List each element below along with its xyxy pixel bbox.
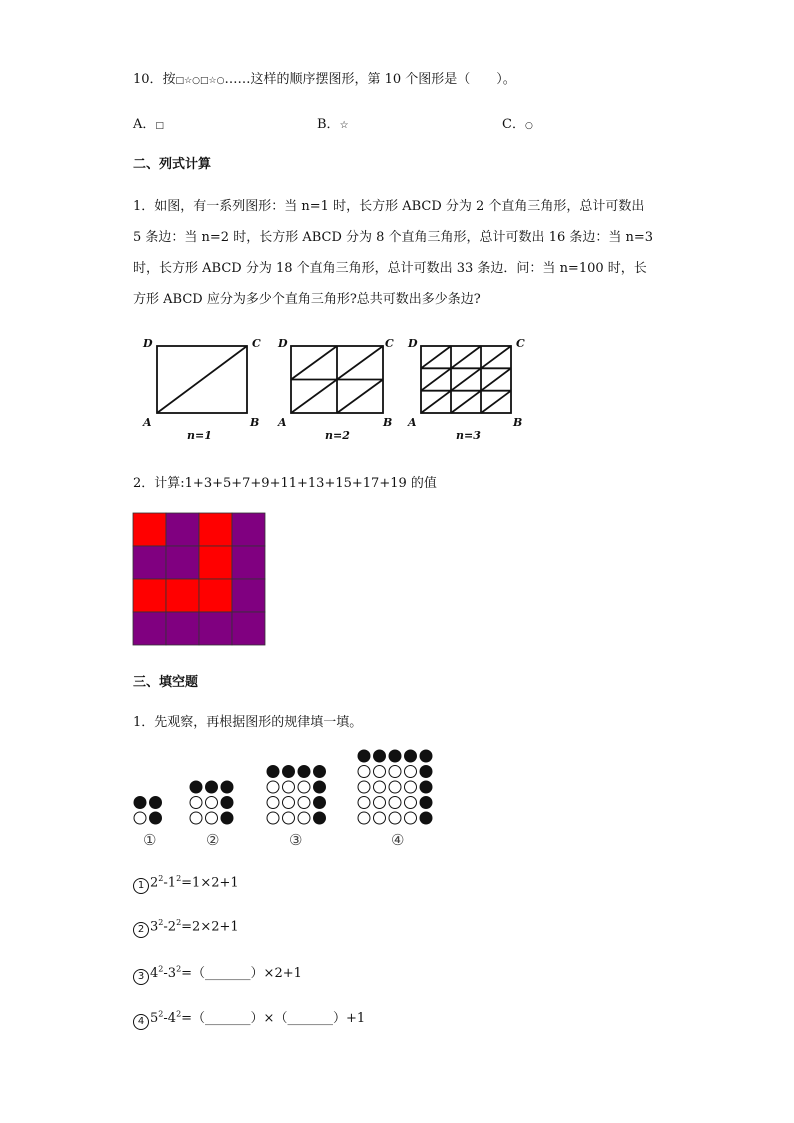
label-a: A bbox=[278, 416, 287, 429]
eq-base: 1 bbox=[167, 875, 177, 891]
grid-cell-red bbox=[166, 579, 199, 612]
label-c: C bbox=[385, 337, 394, 350]
black-dot bbox=[314, 812, 326, 824]
white-dot bbox=[358, 812, 370, 824]
white-dot bbox=[283, 781, 295, 793]
s2q2: 2．计算:1+3+5+7+9+11+13+15+17+19 的值 bbox=[133, 476, 437, 491]
label-b: B bbox=[383, 416, 393, 429]
white-dot bbox=[374, 766, 386, 778]
white-dot bbox=[190, 812, 202, 824]
white-dot bbox=[389, 766, 401, 778]
black-dot bbox=[314, 797, 326, 809]
option-letter: B． bbox=[317, 117, 340, 132]
black-dot bbox=[420, 750, 432, 762]
white-dot bbox=[405, 781, 417, 793]
label-b: B bbox=[513, 416, 523, 429]
eq-exp: 2 bbox=[158, 964, 164, 974]
s2q1-line3: 时，长方形 ABCD 分为 18 个直角三角形，总计可数出 33 条边．问：当 n=100 时，长 bbox=[133, 261, 647, 276]
black-dot bbox=[389, 750, 401, 762]
label-n1: n=1 bbox=[187, 429, 212, 442]
label-d: D bbox=[143, 337, 153, 350]
section3-title: 三、填空题 bbox=[133, 675, 199, 690]
q10-sequence bbox=[176, 72, 225, 87]
label-n2: n=2 bbox=[325, 429, 350, 442]
rectangle-series-figure bbox=[140, 333, 540, 443]
eq-base: 5 bbox=[150, 1011, 159, 1026]
grid-cell-purple bbox=[166, 513, 199, 546]
grid-cell-red bbox=[199, 546, 232, 579]
option-b[interactable] bbox=[317, 113, 349, 132]
label-c: C bbox=[516, 337, 525, 350]
grid-cell-purple bbox=[232, 579, 265, 612]
black-dot bbox=[405, 750, 417, 762]
white-dot bbox=[374, 797, 386, 809]
circled-number: 1 bbox=[133, 878, 149, 894]
q10-prefix: 10．按 bbox=[133, 72, 176, 87]
white-dot bbox=[267, 812, 279, 824]
pattern-label-3: ③ bbox=[289, 831, 303, 849]
black-dot bbox=[134, 797, 146, 809]
black-dot bbox=[420, 766, 432, 778]
eq-rest: =1×2+1 bbox=[181, 875, 239, 891]
label-c: C bbox=[252, 337, 261, 350]
grid-cell-red bbox=[199, 579, 232, 612]
eq-base: 4 bbox=[167, 1011, 177, 1026]
option-c[interactable] bbox=[502, 113, 533, 132]
white-dot bbox=[389, 797, 401, 809]
circle-glyph: ○ bbox=[216, 76, 225, 86]
s2q1-line2: 5 条边：当 n=2 时，长方形 ABCD 分为 8 个直角三角形，总计可数出 16 条边：当 n=3 bbox=[133, 230, 654, 245]
black-dot bbox=[420, 812, 432, 824]
eq-rest: =2×2+1 bbox=[181, 919, 239, 935]
star-glyph: ☆ bbox=[208, 76, 217, 86]
black-dot bbox=[190, 781, 202, 793]
white-dot bbox=[267, 797, 279, 809]
pattern-label-4: ④ bbox=[391, 831, 405, 849]
label-n3: n=3 bbox=[456, 429, 481, 442]
option-letter: A． bbox=[133, 117, 156, 132]
eq-exp: 2 bbox=[176, 964, 182, 974]
pattern-label-2: ② bbox=[206, 831, 220, 849]
grid-cell-purple bbox=[166, 546, 199, 579]
option-a[interactable] bbox=[133, 113, 164, 132]
black-dot bbox=[358, 750, 370, 762]
square-glyph: □ bbox=[200, 76, 209, 86]
eq-exp: 2 bbox=[176, 874, 182, 883]
black-dot bbox=[374, 750, 386, 762]
s2q1-line4: 方形 ABCD 应分为多少个直角三角形?总共可数出多少条边? bbox=[133, 292, 481, 307]
black-dot bbox=[150, 812, 162, 824]
white-dot bbox=[405, 812, 417, 824]
white-dot bbox=[374, 781, 386, 793]
black-dot bbox=[150, 797, 162, 809]
black-dot bbox=[221, 797, 233, 809]
grid-cell-red bbox=[133, 579, 166, 612]
black-dot bbox=[221, 812, 233, 824]
label-b: B bbox=[250, 416, 260, 429]
black-dot bbox=[420, 797, 432, 809]
eq-base: 3 bbox=[167, 966, 177, 981]
white-dot bbox=[298, 781, 310, 793]
white-dot bbox=[389, 781, 401, 793]
q10-suffix: ……这样的顺序摆图形，第 10 个图形是（ ）。 bbox=[224, 72, 516, 87]
pattern-label-1: ① bbox=[143, 831, 157, 849]
black-dot bbox=[267, 766, 279, 778]
white-dot bbox=[358, 766, 370, 778]
white-dot bbox=[358, 781, 370, 793]
black-dot bbox=[283, 766, 295, 778]
odd-sum-color-grid bbox=[132, 512, 266, 646]
white-dot bbox=[358, 797, 370, 809]
grid-cell-purple bbox=[199, 612, 232, 645]
label-a: A bbox=[408, 416, 417, 429]
square-glyph: □ bbox=[155, 121, 164, 131]
black-dot bbox=[221, 781, 233, 793]
grid-cell-purple bbox=[232, 546, 265, 579]
star-glyph: ☆ bbox=[184, 76, 193, 86]
eq-blank[interactable]: =（_______）×2+1 bbox=[181, 966, 302, 981]
eq-exp: 2 bbox=[158, 918, 164, 927]
white-dot bbox=[405, 797, 417, 809]
white-dot bbox=[374, 812, 386, 824]
white-dot bbox=[298, 812, 310, 824]
white-dot bbox=[298, 797, 310, 809]
circled-number: 4 bbox=[133, 1014, 149, 1030]
eq-exp: 2 bbox=[176, 1009, 182, 1019]
equation-4[interactable]: 4 $5^2-4^2=(\_\_\_\_\_\_\_)\times(\_\_\_\_\_\_\_)+1$ bbox=[133, 1007, 365, 1030]
equation-1: 1 $2^2-1^2=1\times 2+1$ bbox=[133, 874, 239, 894]
eq-exp: 2 bbox=[176, 918, 182, 927]
eq-exp: 2 bbox=[158, 1009, 164, 1019]
white-dot bbox=[206, 797, 218, 809]
label-d: D bbox=[278, 337, 288, 350]
black-dot bbox=[314, 766, 326, 778]
white-dot bbox=[405, 766, 417, 778]
square-glyph: □ bbox=[175, 76, 185, 86]
grid-cell-purple bbox=[232, 513, 265, 546]
white-dot bbox=[267, 781, 279, 793]
white-dot bbox=[190, 797, 202, 809]
option-letter: C． bbox=[502, 117, 525, 132]
q10-question bbox=[133, 68, 516, 87]
grid-cell-purple bbox=[232, 612, 265, 645]
circled-number: 3 bbox=[133, 969, 149, 985]
eq-base: 2 bbox=[167, 919, 177, 935]
eq-blank[interactable]: =（_______）×（_______）+1 bbox=[181, 1011, 366, 1026]
black-dot bbox=[314, 781, 326, 793]
section2-title: 二、列式计算 bbox=[133, 157, 212, 172]
white-dot bbox=[206, 812, 218, 824]
eq-base: 3 bbox=[150, 919, 159, 935]
grid-cell-purple bbox=[166, 612, 199, 645]
equation-3[interactable]: 3 $4^2-3^2=(\_\_\_\_\_\_\_)\times 2+1$ bbox=[133, 962, 302, 985]
white-dot bbox=[134, 812, 146, 824]
black-dot bbox=[420, 781, 432, 793]
grid-cell-purple bbox=[133, 546, 166, 579]
circle-glyph: ○ bbox=[192, 76, 200, 86]
eq-base: 4 bbox=[150, 966, 159, 981]
star-glyph: ☆ bbox=[339, 120, 349, 131]
black-dot bbox=[298, 766, 310, 778]
white-dot bbox=[389, 812, 401, 824]
circled-number: 2 bbox=[133, 922, 149, 938]
circle-glyph: ○ bbox=[524, 121, 533, 131]
dot-pattern-figure bbox=[130, 750, 450, 855]
equation-2: 2 $3^2-2^2=2\times 2+1$ bbox=[133, 918, 239, 938]
grid-cell-purple bbox=[133, 612, 166, 645]
label-d: D bbox=[408, 337, 418, 350]
grid-cell-red bbox=[133, 513, 166, 546]
label-a: A bbox=[143, 416, 152, 429]
white-dot bbox=[283, 812, 295, 824]
s2q1-line1: 1．如图，有一系列图形：当 n=1 时，长方形 ABCD 分为 2 个直角三角形，总计可数出 bbox=[133, 199, 645, 214]
black-dot bbox=[206, 781, 218, 793]
eq-exp: 2 bbox=[158, 874, 164, 883]
white-dot bbox=[283, 797, 295, 809]
s3q1: 1．先观察，再根据图形的规律填一填。 bbox=[133, 715, 363, 730]
eq-base: 2 bbox=[150, 875, 159, 891]
grid-cell-red bbox=[199, 513, 232, 546]
